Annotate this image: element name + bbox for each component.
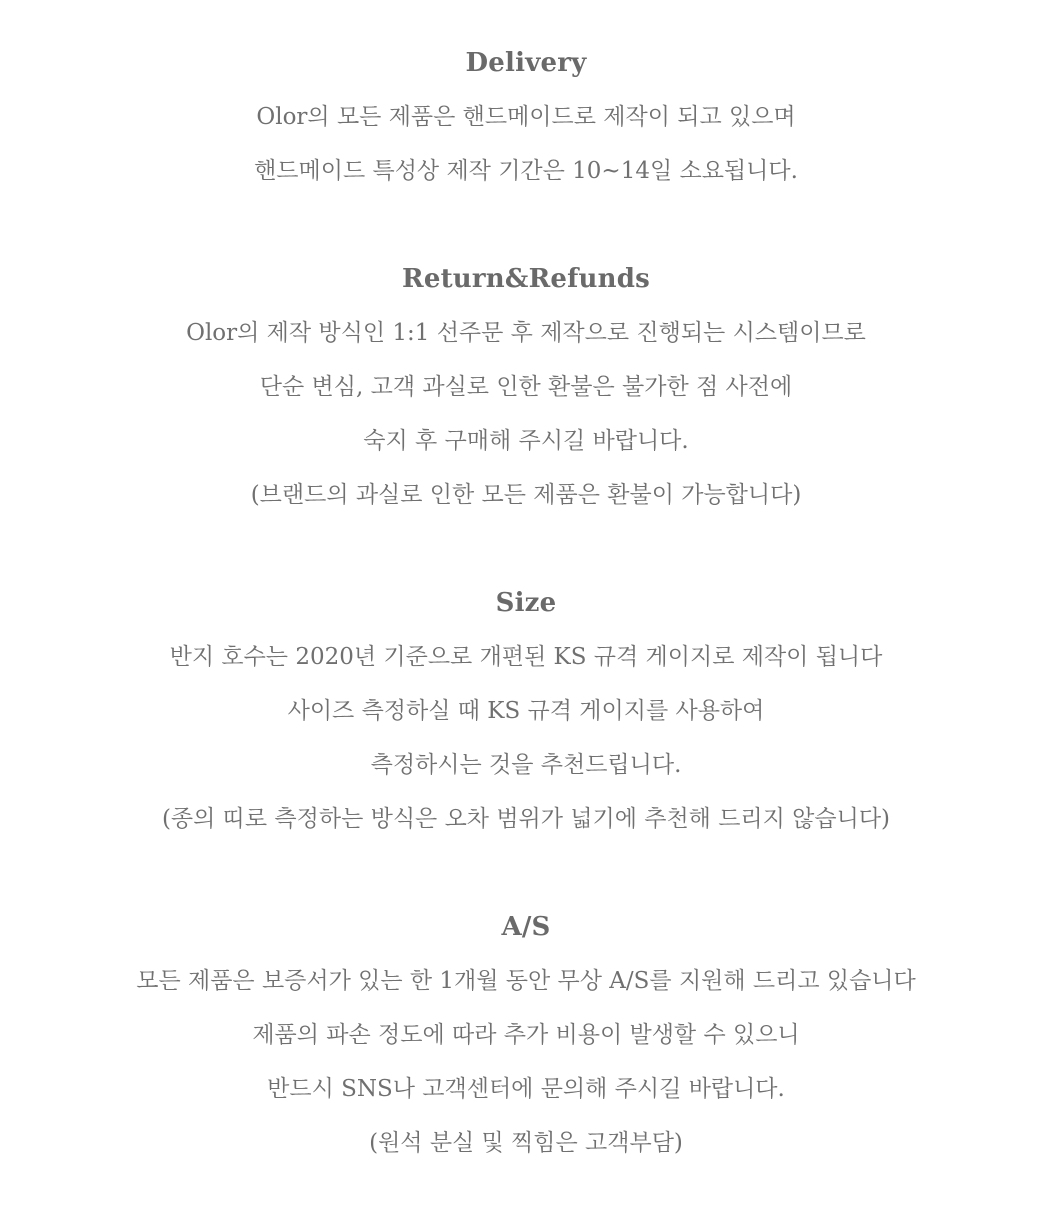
as-section xyxy=(0,900,1052,1170)
size-line-4: (종의 띠로 측정하는 방식은 오차 범위가 넓기에 추천해 드리지 않습니다) xyxy=(161,806,891,832)
as-line-4: (원석 분실 및 찍힘은 고객부담) xyxy=(369,1130,683,1156)
as-heading: A/S xyxy=(501,912,551,942)
as-line-3: 반드시 SNS나 고객센터에 문의해 주시길 바랍니다. xyxy=(267,1076,785,1102)
return-line-3: 숙지 후 구매해 주시길 바랍니다. xyxy=(363,428,689,454)
delivery-line-2: 핸드메이드 특성상 제작 기간은 10~14일 소요됩니다. xyxy=(254,158,798,184)
return-refunds-section xyxy=(0,252,1052,522)
as-line-1: 모든 제품은 보증서가 있는 한 1개월 동안 무상 A/S를 지원해 드리고 있습니다 xyxy=(136,968,916,994)
delivery-heading: Delivery xyxy=(465,48,587,78)
size-line-3: 측정하시는 것을 추천드립니다. xyxy=(370,752,682,778)
return-line-2: 단순 변심, 고객 과실로 인한 환불은 불가한 점 사전에 xyxy=(259,374,793,400)
return-line-4: (브랜드의 과실로 인한 모든 제품은 환불이 가능합니다) xyxy=(250,482,802,508)
delivery-section xyxy=(0,36,1052,198)
size-section xyxy=(0,576,1052,846)
return-refunds-heading: Return&Refunds xyxy=(402,264,650,294)
delivery-line-1: Olor의 모든 제품은 핸드메이드로 제작이 되고 있으며 xyxy=(256,104,796,130)
return-line-1: Olor의 제작 방식인 1:1 선주문 후 제작으로 진행되는 시스템이므로 xyxy=(186,320,866,346)
size-line-2: 사이즈 측정하실 때 KS 규격 게이지를 사용하여 xyxy=(287,698,765,724)
size-line-1: 반지 호수는 2020년 기준으로 개편된 KS 규격 게이지로 제작이 됩니다 xyxy=(169,644,883,670)
as-line-2: 제품의 파손 정도에 따라 추가 비용이 발생할 수 있으니 xyxy=(252,1022,800,1048)
size-heading: Size xyxy=(495,588,557,618)
